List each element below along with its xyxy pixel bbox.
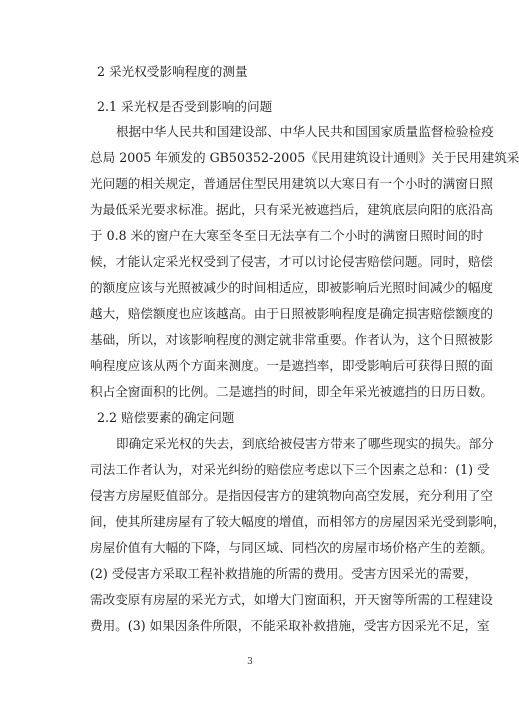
subsection-heading-2: 2.2 赔偿要素的确定问题 [97,410,235,425]
paragraph-2-line: 需改变原有房屋的采光方式，如增大门窗面积，开天窗等所需的工程建设 [90,592,493,607]
paragraph-1-line: 于 0.8 米的窗户在大寒至冬至日无法享有二个小时的满窗日照时间的时 [90,228,484,243]
paragraph-1-line: 积占全窗面积的比例。二是遮挡的时间，即全年采光被遮挡的日历日数。 [90,384,493,399]
paragraph-2-line: 司法工作者认为，对采光纠纷的赔偿应考虑以下三个因素之总和：(1) 受 [90,462,490,477]
paragraph-1-line: 候，才能认定采光权受到了侵害，才可以讨论侵害赔偿问题。同时，赔偿 [90,254,493,269]
paragraph-2-line: (2) 受侵害方采取工程补救措施的所需的费用。受害方因采光的需要， [90,566,478,581]
paragraph-1-line: 总局 2005 年颁发的 GB50352-2005《民用建筑设计通则》关于民用建筑采 [90,150,519,165]
paragraph-1-line: 为最低采光要求标准。据此，只有采光被遮挡后，建筑底层向阳的底沿高 [90,202,493,217]
paragraph-2-line: 侵害方房屋贬值部分。是指因侵害方的建筑物向高空发展，充分利用了空 [90,488,493,503]
paragraph-1-line: 光问题的相关规定，普通居住型民用建筑以大寒日有一个小时的满窗日照 [90,176,493,191]
paragraph-1-line: 响程度应该从两个方面来测度。一是遮挡率，即受影响后可获得日照的面 [90,358,493,373]
paragraph-1-line: 的额度应该与光照被减少的时间相适应，即被影响后光照时间减少的幅度 [90,280,493,295]
paragraph-1-line: 根据中华人民共和国建设部、中华人民共和国国家质量监督检验检疫 [116,124,494,139]
paragraph-1-line: 基础，所以，对该影响程度的测定就非常重要。作者认为，这个日照被影 [90,332,493,347]
paragraph-2-line: 房屋价值有大幅的下降，与同区域、同档次的房屋市场价格产生的差额。 [90,540,493,555]
subsection-heading-1: 2.1 采光权是否受到影响的问题 [97,99,273,114]
page-number: 3 [247,657,253,667]
paragraph-1-line: 越大，赔偿额度也应该越高。由于日照被影响程度是确定损害赔偿额度的 [90,306,493,321]
section-heading: 2 采光权受影响程度的测量 [97,64,248,79]
paragraph-2-line: 即确定采光权的失去，到底给被侵害方带来了哪些现实的损失。部分 [116,436,494,451]
paragraph-2-line: 费用。(3) 如果因条件所限，不能采取补救措施，受害方因采光不足，室 [90,618,490,633]
paragraph-2-line: 间，使其所建房屋有了较大幅度的增值，而相邻方的房屋因采光受到影响， [90,514,506,529]
